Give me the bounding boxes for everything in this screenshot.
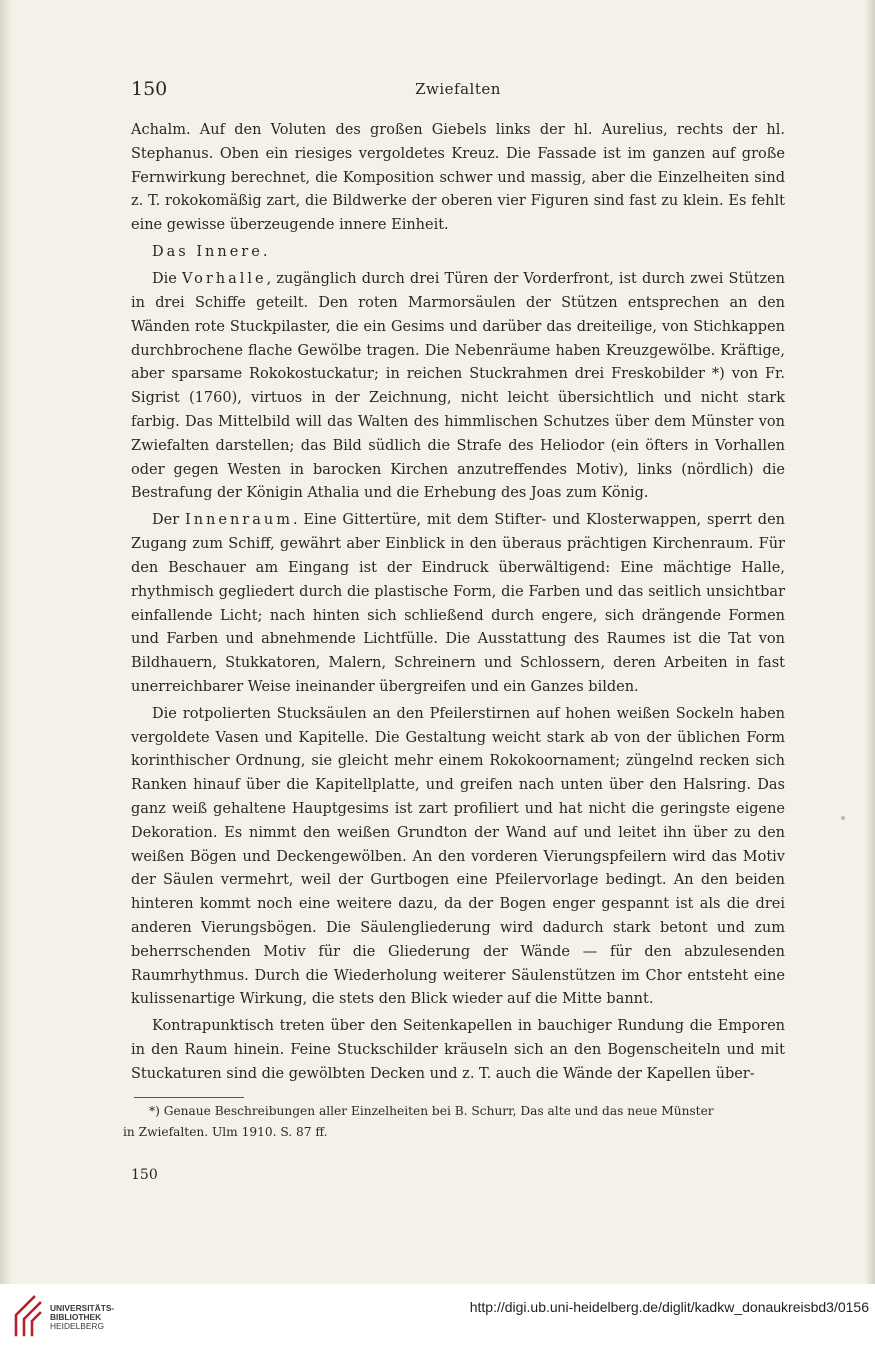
footnote-line-2: in Zwiefalten. Ulm 1910. S. 87 ff. — [123, 1125, 328, 1139]
spaced-heading-text: Das Innere. — [152, 244, 271, 261]
library-footer — [0, 1284, 875, 1347]
spaced-heading-text: Vorhalle — [181, 271, 267, 288]
paragraph-text: Kontrapunktisch treten über den Seitenkapellen in bauchiger Rundung die Emporen in den Raum hinein. Feine Stuckschilder kräuseln sich an den Bogenscheiteln und mit Stuckaturen sind die gewölbten Decken und z. T. auch die Wände der Kapellen über- — [131, 1018, 785, 1083]
paragraph — [131, 119, 785, 238]
footnote-line-1: *) Genaue Beschreibungen aller Einzelheiten bei B. Schurr, Das alte und das neue Münster — [149, 1104, 714, 1118]
library-logo-text — [50, 1304, 114, 1331]
body-text — [131, 119, 785, 1090]
page-number-bottom: 150 — [131, 1167, 158, 1183]
paragraph-text: Achalm. Auf den Voluten des großen Giebels links der hl. Aurelius, rechts der hl. Stephanus. Oben ein riesiges vergoldetes Kreuz. Die Fassade ist im ganzen auf große Fernwirkung berechnet, die Komposition schwer und massig, aber die Einzelheiten sind z. T. rokokomäßig zart, die Bildwerke der oberen vier Figuren sind fast zu klein. Es fehlt eine gewisse überzeugende innere Einheit. — [131, 122, 785, 234]
footnote-rule — [134, 1097, 244, 1098]
paragraph — [131, 241, 785, 265]
logo-line-2: BIBLIOTHEK — [50, 1312, 102, 1322]
scan-speck — [841, 816, 845, 820]
paragraph — [131, 1015, 785, 1086]
paragraph-text: Die rotpolierten Stucksäulen an den Pfeilerstirnen auf hohen weißen Sockeln haben vergoldete Vasen und Kapitelle. Die Gestaltung weicht stark ab von der üblichen Form korinthischer Ordnung, sie gleicht mehr einem Rokokoornament; züngelnd recken sich Ranken hinauf über die Kapitellplatte, und greifen nach unten über den Halsring. Das ganz weiß gehaltene Hauptgesims ist zart profiliert und hat nicht die geringste eigene Dekoration. Es nimmt den weißen Grundton der Wand auf und leitet ihn über zu den weißen Bögen und Deckengewölben. An den vorderen Vierungspfeilern wird das Motiv der Säulen vermehrt, weil der Gurtbogen eine Pfeilervorlage bedingt. An den beiden hinteren kommt noch eine weitere dazu, da der Bogen enger gespannt ist als die drei anderen Vierungsbögen. Die Säulengliederung wird dadurch stark betont und zum beherrschenden Motiv für die Gliederung der Wände — für den abzulesenden Raumrhythmus. Durch die Wiederholung weiterer Säulenstützen im Chor entsteht eine kulissenartige Wirkung, die stets den Blick wieder auf die Mitte bannt. — [131, 705, 785, 1008]
paragraph-text: Der — [152, 512, 185, 529]
paragraph — [131, 268, 785, 506]
paragraph-text: Die — [152, 271, 182, 288]
paragraph-text: . Eine Gittertüre, mit dem Stifter- und Klosterwappen, sperrt den Zugang zum Schiff, gewährt aber Einblick in den überaus prächtigen Kirchenraum. Für den Beschauer am Eingang ist der Eindruck überwältigend: Eine mächtige Halle, rhythmisch gegliedert durch die plastische Form, die Farben und das seitlich unsichtbar einfallende Licht; nach hinten sich schließend durch engere, sich drängende Formen und Farben und abnehmende Lichtfülle. Die Ausstattung des Raumes ist die Tat von Bildhauern, Stukkatoren, Malern, Schreinern und Schlossern, deren Arbeiten in fast unerreichbarer Weise ineinander übergreifen und ein Ganzes bilden. — [131, 512, 786, 695]
library-logo-icon — [10, 1293, 44, 1339]
footnote — [123, 1101, 788, 1143]
paragraph-text: , zugänglich durch drei Türen der Vorderfront, ist durch zwei Stützen in drei Schiffe geteilt. Den roten Marmorsäulen der Stützen entsprechen an den Wänden rote Stuckpilaster, die ein Gesims und darüber das dreiteilige, von Stichkappen durchbrochene flache Gewölbe tragen. Die Nebenräume haben Kreuzgewölbe. Kräftige, aber sparsame Rokokostuckatur; in reichen Stuckrahmen drei Freskobilder *) von Fr. Sigrist (1760), virtuos in der Zeichnung, nicht leicht übersichtlich und nicht stark farbig. Das Mittelbild will das Walten des himmlischen Schutzes über dem Münster von Zwiefalten darstellen; das Bild südlich die Strafe des Heliodor (ein öfters in Vorhallen oder gegen Westen in barocken Kirchen anzutreffendes Motiv), links (nördlich) die Bestrafung der Königin Athalia und die Erhebung des Joas zum König. — [131, 271, 785, 502]
running-head — [131, 76, 785, 102]
logo-line-1: UNIVERSITÄTS- — [50, 1303, 115, 1313]
source-url-link[interactable]: http://digi.ub.uni-heidelberg.de/diglit/kadkw_donaukreisbd3/0156 — [469, 1299, 869, 1315]
page-edge-right — [865, 0, 875, 1284]
logo-line-3: HEIDELBERG — [50, 1321, 104, 1331]
spaced-heading-text: Innenraum — [184, 512, 293, 529]
paragraph — [131, 703, 785, 1012]
library-logo[interactable] — [10, 1293, 130, 1339]
page-edge-left — [0, 0, 12, 1284]
page-number-top: 150 — [131, 78, 168, 100]
running-title: Zwiefalten — [415, 80, 501, 98]
paragraph — [131, 509, 785, 699]
